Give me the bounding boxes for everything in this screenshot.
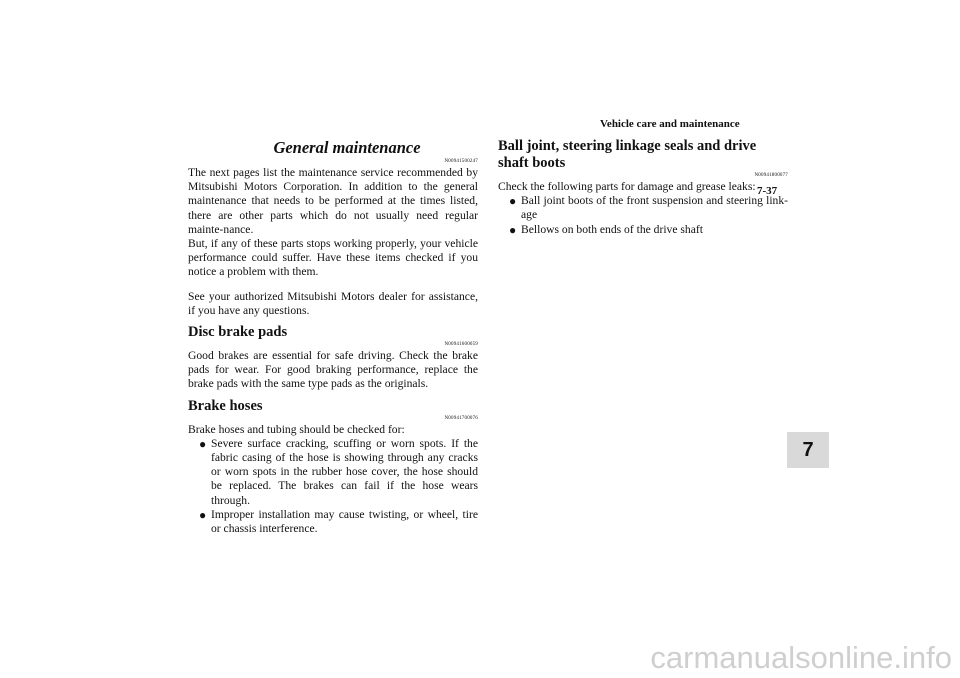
section-code: N00941700076	[444, 415, 478, 421]
bullet-icon: ●	[199, 507, 207, 522]
chapter-tab: 7	[787, 432, 829, 468]
watermark: carmanualsonline.info	[650, 640, 952, 675]
running-header: Vehicle care and maintenance	[600, 118, 740, 130]
bullet-icon: ●	[509, 194, 517, 209]
list-item-text: Severe surface cracking, scuffing or worn spots. If the fabric casing of the hose is showing through any cracks or worn spots in the rubber hose cover, the hose should be replaced. The brakes can fail if the hose wears through.	[211, 436, 478, 507]
paragraph: Good brakes are essential for safe driving. Check the brake pads for wear. For good braking performance, replace the brake pads with the same type pads as the originals.	[188, 349, 478, 391]
section-code: N00941800077	[754, 173, 788, 178]
section-code: N00941500247	[444, 159, 478, 164]
bullet-icon: ●	[199, 436, 207, 451]
list-item-text: Improper installation may cause twisting, or wheel, tire or chassis interference.	[211, 507, 478, 536]
page-number: 7-37	[757, 185, 778, 197]
paragraph: But, if any of these parts stops working properly, your vehicle performance could suffer. Have these items checked if you notice a problem with them.	[188, 237, 478, 279]
right-column	[498, 138, 788, 237]
paragraph: Brake hoses and tubing should be checked for:	[188, 422, 405, 436]
list-item	[188, 437, 478, 508]
left-column	[188, 138, 478, 536]
section-code: N00941600059	[444, 342, 478, 348]
paragraph: The next pages list the maintenance service recommended by Mitsubishi Motors Corporation. In addition to the general maintenance that needs to be performed at the times listed, there are other parts which do not usually need regular mainte-nance.	[188, 166, 478, 236]
bullet-icon: ●	[509, 222, 517, 237]
paragraph: Check the following parts for damage and grease leaks:	[498, 180, 756, 193]
list-item-text: Bellows on both ends of the drive shaft	[521, 222, 703, 236]
bullet-list	[498, 194, 788, 237]
bullet-list	[188, 437, 478, 536]
paragraph: See your authorized Mitsubishi Motors dealer for assistance, if you have any questions.	[188, 289, 478, 317]
section-title-ball-joint: Ball joint, steering linkage seals and drive shaft boots	[498, 138, 757, 171]
section-title-general-maintenance: General maintenance	[273, 138, 421, 157]
section-title-brake-hoses: Brake hoses	[188, 397, 263, 414]
list-item	[498, 194, 788, 222]
list-item-text: Ball joint boots of the front suspension and steering link-age	[521, 194, 788, 222]
section-title-disc-brake-pads: Disc brake pads	[188, 324, 288, 341]
list-item	[498, 223, 788, 237]
list-item	[188, 508, 478, 536]
